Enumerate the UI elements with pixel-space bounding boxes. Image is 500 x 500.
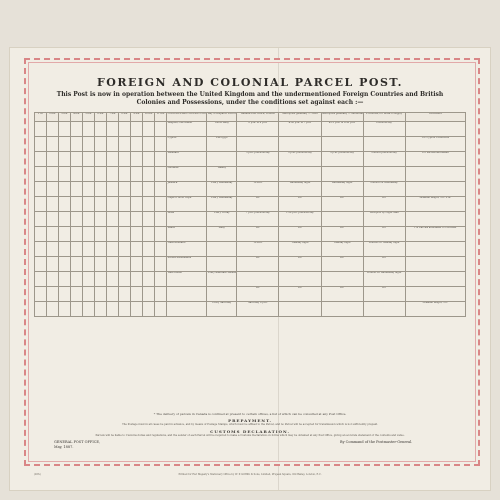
- table-cell: 4.15 p.m. & 6.30 p.m.: [321, 122, 363, 137]
- table-cell: [405, 242, 465, 257]
- table-cell: [59, 152, 71, 167]
- table-cell: [95, 212, 107, 227]
- table-cell: Do.: [321, 197, 363, 212]
- table-cell: [59, 122, 71, 137]
- country-cell: Cape of Good Hope: [167, 197, 207, 212]
- table-cell: [59, 302, 71, 317]
- table-cell: Do.: [363, 227, 405, 242]
- table-cell: [143, 122, 155, 137]
- table-cell: [95, 302, 107, 317]
- table-cell: [35, 137, 47, 152]
- table-cell: [155, 152, 167, 167]
- table-cell: [131, 287, 143, 302]
- country-cell: [167, 287, 207, 302]
- customs-text: Parcels will be liable to Customs duties and regulations, and the sender of each Parcel will be required to make a Customs Declaration on forms which may be obtained at any Post Office, giving an accurate statement of the contents and value.: [95, 434, 405, 437]
- table-cell: [95, 287, 107, 302]
- table-cell: [107, 242, 119, 257]
- table-cell: [71, 182, 83, 197]
- table-cell: [83, 212, 95, 227]
- table-cell: Do.: [237, 287, 279, 302]
- table-cell: [47, 182, 59, 197]
- table-cell: [83, 242, 95, 257]
- table-cell: [155, 197, 167, 212]
- country-cell: Jamaica: [167, 182, 207, 197]
- column-header: 7 lbs.: [107, 113, 119, 122]
- table-cell: [107, 197, 119, 212]
- table-row: [35, 122, 466, 137]
- table-cell: [71, 197, 83, 212]
- table-cell: [35, 152, 47, 167]
- table-cell: [405, 182, 465, 197]
- column-header: 9 lbs.: [131, 113, 143, 122]
- table-cell: [59, 272, 71, 287]
- table-cell: [155, 182, 167, 197]
- table-cell: 1.30 p.m. previous day: [279, 212, 321, 227]
- table-cell: [95, 167, 107, 182]
- table-cell: [119, 137, 131, 152]
- table-cell: [59, 197, 71, 212]
- table-cell: 3 p.m. previous day: [279, 152, 321, 167]
- table-cell: [71, 272, 83, 287]
- table-row: [35, 152, 466, 167]
- table-cell: [47, 137, 59, 152]
- table-cell: [47, 227, 59, 242]
- table-cell: [71, 302, 83, 317]
- table-cell: [155, 272, 167, 287]
- table-header-row: [35, 113, 466, 122]
- table-cell: [95, 197, 107, 212]
- table-cell: Do.: [321, 227, 363, 242]
- table-cell: [405, 257, 465, 272]
- table-cell: [321, 212, 363, 227]
- table-cell: [119, 197, 131, 212]
- table-cell: [119, 257, 131, 272]
- table-cell: [143, 242, 155, 257]
- table-cell: [83, 197, 95, 212]
- table-cell: 6 p.m. & 9 p.m.: [237, 122, 279, 137]
- table-cell: Saturday 9 p.m.: [237, 302, 279, 317]
- table-cell: [47, 152, 59, 167]
- table-cell: 10 a.m.: [237, 242, 279, 257]
- table-row: [35, 137, 466, 152]
- country-cell: Belgium, via Ostend: [167, 122, 207, 137]
- table-cell: Do.: [279, 287, 321, 302]
- table-cell: [83, 257, 95, 272]
- table-cell: [237, 272, 279, 287]
- table-cell: [155, 137, 167, 152]
- table-cell: Do.: [363, 287, 405, 302]
- table-cell: [47, 287, 59, 302]
- table-cell: [279, 272, 321, 287]
- issuing-office: [54, 440, 100, 450]
- parcel-post-sheet: [10, 48, 490, 490]
- table-cell: [59, 287, 71, 302]
- table-cell: 10 a.m.: [237, 182, 279, 197]
- table-cell: Tuesday night: [279, 242, 321, 257]
- table-cell: [143, 212, 155, 227]
- table-cell: [131, 302, 143, 317]
- column-header: Day of Dispatch from U: [207, 113, 237, 122]
- table-cell: [405, 122, 465, 137]
- table-cell: 4.30 p.m. & 7 p.m.: [279, 122, 321, 137]
- table-cell: [405, 167, 465, 182]
- table-cell: [321, 137, 363, 152]
- table-cell: [107, 122, 119, 137]
- prepayment-text: The Postage must in all cases be paid in advance, and by means of Postage Stamps, which must be affixed to the Parcel, and no Parcel will be accepted for transmission which is not sufficiently prepaid.: [122, 423, 378, 426]
- table-cell: [35, 122, 47, 137]
- table-cell: [143, 257, 155, 272]
- table-row: [35, 287, 466, 302]
- table-cell: [47, 242, 59, 257]
- table-cell: [363, 302, 405, 317]
- issuing-office-name: GENERAL POST OFFICE,: [54, 440, 101, 444]
- table-cell: [155, 212, 167, 227]
- table-cell: [83, 302, 95, 317]
- column-header: Metropolis generally — Suburban: [321, 113, 363, 122]
- table-cell: [279, 137, 321, 152]
- table-cell: [35, 302, 47, 317]
- table-cell: [83, 227, 95, 242]
- table-cell: [107, 182, 119, 197]
- printer-imprint: Printed for Her Majesty's Stationery Office by W. P. Griffith & Sons, Limited, Prujean Square, Old Bailey, London, E.C.: [178, 473, 322, 476]
- table-cell: [321, 167, 363, 182]
- table-cell: [119, 122, 131, 137]
- table-cell: [59, 167, 71, 182]
- table-cell: [131, 197, 143, 212]
- table-cell: [71, 152, 83, 167]
- table-cell: Do.: [279, 227, 321, 242]
- table-cell: [107, 272, 119, 287]
- table-cell: For Parcels addressed to CANADA: [405, 227, 465, 242]
- table-cell: [95, 152, 107, 167]
- table-cell: [119, 152, 131, 167]
- table-cell: [155, 242, 167, 257]
- table-cell: [119, 167, 131, 182]
- table-cell: [35, 257, 47, 272]
- table-row: [35, 212, 466, 227]
- table-cell: [83, 182, 95, 197]
- table-cell: [237, 137, 279, 152]
- table-cell: [59, 182, 71, 197]
- table-cell: [207, 287, 237, 302]
- table-cell: [143, 197, 155, 212]
- table-cell: [119, 227, 131, 242]
- table-cell: [107, 152, 119, 167]
- table-cell: [119, 242, 131, 257]
- column-header: General Post Office, London: [237, 113, 279, 122]
- table-cell: [143, 137, 155, 152]
- table-cell: [35, 182, 47, 197]
- table-cell: Do.: [237, 257, 279, 272]
- table-cell: [35, 197, 47, 212]
- table-cell: Every Friday: [207, 212, 237, 227]
- table-cell: [155, 302, 167, 317]
- column-header: COLONIES and FOREIGN COU: [167, 113, 207, 122]
- table-cell: [237, 167, 279, 182]
- table-cell: Every Wednesday: [207, 197, 237, 212]
- column-header: 4 lbs.: [71, 113, 83, 122]
- table-cell: [131, 122, 143, 137]
- document-title: FOREIGN AND COLONIAL PARCEL POST.: [97, 76, 403, 89]
- table-cell: [131, 227, 143, 242]
- table-cell: London on Wednesday night: [363, 272, 405, 287]
- table-cell: [405, 287, 465, 302]
- table-cell: [95, 122, 107, 137]
- column-header: 10 lbs.: [143, 113, 155, 122]
- table-cell: London on Tuesday night: [363, 242, 405, 257]
- table-cell: [59, 257, 71, 272]
- table-row: [35, 242, 466, 257]
- column-header: 3 lbs.: [59, 113, 71, 122]
- table-cell: [71, 242, 83, 257]
- column-header: 2 lbs.: [47, 113, 59, 122]
- table-cell: [71, 167, 83, 182]
- table-cell: [119, 272, 131, 287]
- table-cell: [35, 167, 47, 182]
- country-cell: Malta: [167, 227, 207, 242]
- table-cell: [131, 137, 143, 152]
- table-cell: [143, 302, 155, 317]
- table-cell: [47, 122, 59, 137]
- table-cell: [71, 137, 83, 152]
- column-header: 1 lb.: [35, 113, 47, 122]
- table-cell: Liverpool by Night Mail: [363, 212, 405, 227]
- table-cell: [143, 167, 155, 182]
- table-cell: Every Saturday: [207, 302, 237, 317]
- table-cell: [47, 302, 59, 317]
- delivery-note: * The delivery of parcels in Canada is confined at present to certain offices, a list of which can be consulted at any Post Office.: [153, 412, 347, 416]
- country-cell: Newfoundland: [167, 242, 207, 257]
- country-cell: Gibraltar: [167, 167, 207, 182]
- column-header: 11 lbs.: [155, 113, 167, 122]
- table-cell: [35, 272, 47, 287]
- table-cell: [107, 212, 119, 227]
- table-cell: [83, 137, 95, 152]
- table-cell: [321, 272, 363, 287]
- table-cell: Do.: [321, 287, 363, 302]
- customs-heading: CUSTOMS DECLARATION.: [210, 429, 290, 434]
- table-cell: Do.: [363, 197, 405, 212]
- table-cell: Do.: [237, 197, 279, 212]
- table-cell: For Cyprus Conditions: [405, 137, 465, 152]
- country-cell: [167, 302, 207, 317]
- document-subtitle: This Post is now in operation between the United Kingdom and the undermentioned Foreign Countries and British Colonies and Possessions, under the conditions set against each :—: [56, 91, 444, 106]
- table-cell: [71, 227, 83, 242]
- table-cell: Do.: [237, 227, 279, 242]
- table-cell: [107, 257, 119, 272]
- country-cell: Cyprus: [167, 137, 207, 152]
- table-cell: Previous day: [363, 122, 405, 137]
- table-cell: [143, 227, 155, 242]
- table-cell: [155, 287, 167, 302]
- country-cell: West Indies: [167, 272, 207, 287]
- table-cell: Every alternate Wednes: [207, 272, 237, 287]
- country-cell: Denmark: [167, 152, 207, 167]
- table-cell: [107, 287, 119, 302]
- prepayment-heading: PREPAYMENT.: [228, 418, 272, 423]
- table-row: [35, 302, 466, 317]
- table-cell: [279, 167, 321, 182]
- table-row: [35, 272, 466, 287]
- column-header: Metropolis generally — Town: [279, 113, 321, 122]
- table-cell: [83, 287, 95, 302]
- table-cell: [363, 137, 405, 152]
- table-cell: [143, 152, 155, 167]
- table-cell: [155, 227, 167, 242]
- table-cell: [131, 272, 143, 287]
- table-cell: Do.: [363, 257, 405, 272]
- table-cell: Greatest length, 3 ft.: [405, 302, 465, 317]
- table-cell: [47, 257, 59, 272]
- table-cell: [405, 272, 465, 287]
- table-cell: [207, 152, 237, 167]
- table-cell: [131, 152, 143, 167]
- table-cell: [155, 122, 167, 137]
- table-cell: [107, 302, 119, 317]
- table-cell: [131, 212, 143, 227]
- table-cell: [71, 122, 83, 137]
- table-cell: [83, 167, 95, 182]
- table-cell: London previous day: [363, 152, 405, 167]
- table-cell: [131, 167, 143, 182]
- table-cell: [59, 137, 71, 152]
- table-cell: [47, 272, 59, 287]
- table-cell: [155, 257, 167, 272]
- table-cell: [95, 227, 107, 242]
- table-cell: Do.: [321, 257, 363, 272]
- table-cell: [35, 227, 47, 242]
- table-cell: 3 p.m. previous day: [321, 152, 363, 167]
- table-cell: [59, 212, 71, 227]
- table-cell: [83, 152, 95, 167]
- table-cell: Do.: [279, 197, 321, 212]
- table-cell: [119, 212, 131, 227]
- table-row: [35, 167, 466, 182]
- table-row: [35, 227, 466, 242]
- column-header: Provinces, for those to supply: [363, 113, 405, 122]
- table-cell: For Parcels addressed: [405, 152, 465, 167]
- table-cell: [95, 272, 107, 287]
- table-row: [35, 182, 466, 197]
- table-cell: [47, 197, 59, 212]
- form-reference: (266.): [34, 473, 42, 476]
- country-cell: India: [167, 212, 207, 227]
- table-cell: [95, 257, 107, 272]
- table-cell: [71, 287, 83, 302]
- table-cell: Every Wednesday: [207, 182, 237, 197]
- table-cell: [119, 287, 131, 302]
- table-cell: Wednesday night: [321, 182, 363, 197]
- table-cell: [95, 182, 107, 197]
- column-header: 8 lbs.: [119, 113, 131, 122]
- table-cell: [363, 167, 405, 182]
- table-cell: [143, 272, 155, 287]
- table-cell: [35, 242, 47, 257]
- table-cell: [143, 182, 155, 197]
- table-cell: [47, 212, 59, 227]
- table-cell: [59, 227, 71, 242]
- column-header: 5 lbs.: [83, 113, 95, 122]
- table-cell: [95, 137, 107, 152]
- table-cell: [155, 167, 167, 182]
- table-cell: [107, 227, 119, 242]
- table-cell: [207, 257, 237, 272]
- table-cell: [107, 167, 119, 182]
- table-cell: London on Wednesday: [363, 182, 405, 197]
- table-cell: [119, 182, 131, 197]
- rates-schedule-table: [34, 112, 466, 317]
- table-cell: [131, 242, 143, 257]
- table-cell: [143, 287, 155, 302]
- table-cell: Twice Daily: [207, 122, 237, 137]
- table-cell: [107, 137, 119, 152]
- table-cell: Wednesday night: [279, 182, 321, 197]
- table-cell: [35, 212, 47, 227]
- table-cell: [131, 257, 143, 272]
- table-cell: 7 p.m. previous day: [237, 212, 279, 227]
- table-cell: [131, 182, 143, 197]
- table-cell: Greatest length, 3 ft. 6 in.: [405, 197, 465, 212]
- table-row: [35, 257, 466, 272]
- table-cell: [119, 302, 131, 317]
- table-cell: [71, 212, 83, 227]
- table-cell: [71, 257, 83, 272]
- table-cell: [59, 242, 71, 257]
- table-cell: Do.: [279, 257, 321, 272]
- table-cell: Tuesday night: [321, 242, 363, 257]
- table-cell: 5 p.m. previous day: [237, 152, 279, 167]
- table-cell: [83, 122, 95, 137]
- column-header: 6 lbs.: [95, 113, 107, 122]
- table-cell: [95, 242, 107, 257]
- table-cell: [405, 212, 465, 227]
- column-header: REMARKS: [405, 113, 465, 122]
- table-cell: [83, 272, 95, 287]
- table-cell: Via Egypt: [207, 137, 237, 152]
- table-cell: [279, 302, 321, 317]
- table-row: [35, 197, 466, 212]
- table-cell: [321, 302, 363, 317]
- table-cell: [47, 167, 59, 182]
- table-cell: Weekly: [207, 167, 237, 182]
- table-cell: [207, 242, 237, 257]
- command-line: By Command of the Postmaster-General.: [340, 440, 413, 444]
- issue-date: May, 1887.: [54, 445, 74, 449]
- country-cell: Straits Settlements: [167, 257, 207, 272]
- table-cell: Daily: [207, 227, 237, 242]
- table-cell: [35, 287, 47, 302]
